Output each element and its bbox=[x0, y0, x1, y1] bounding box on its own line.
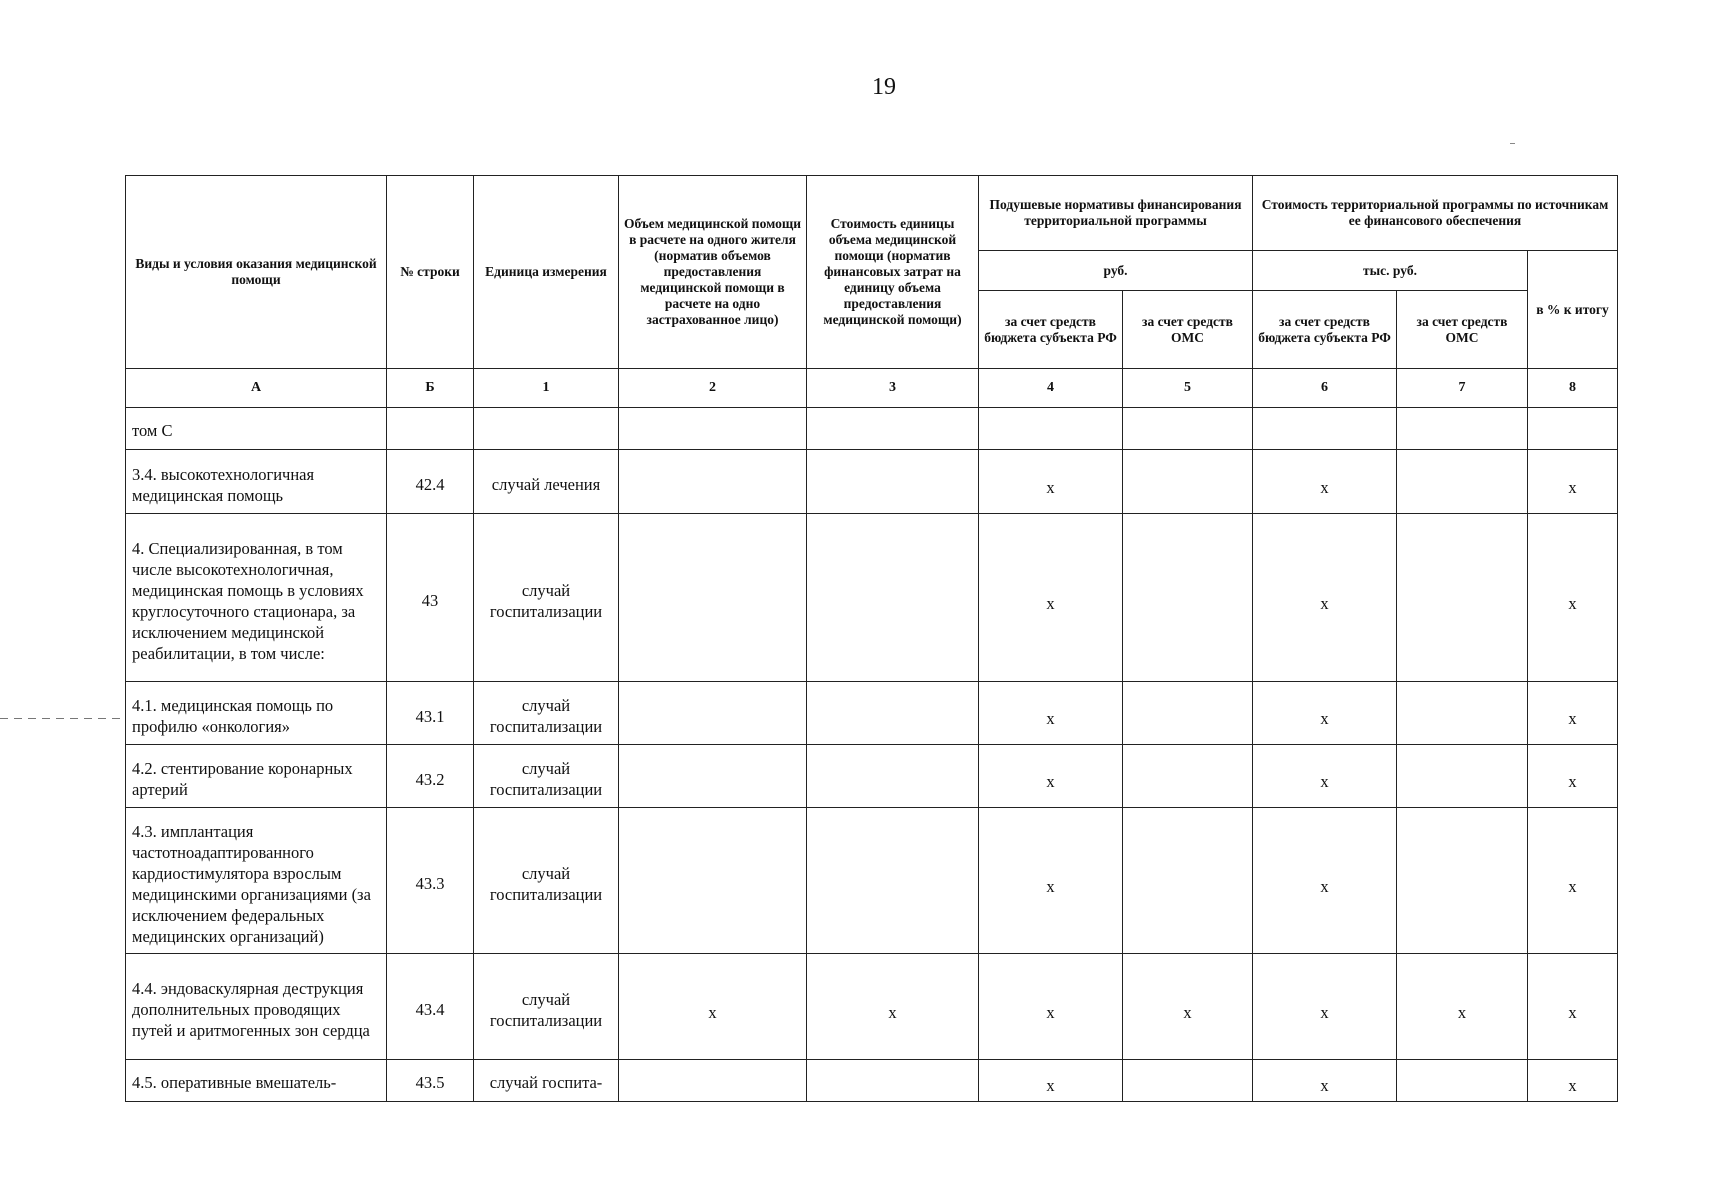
cell-volume bbox=[619, 682, 807, 745]
row-number: 43.4 bbox=[387, 954, 474, 1060]
cell-unit-cost bbox=[807, 450, 979, 514]
table-row bbox=[126, 408, 1618, 450]
cell-volume bbox=[619, 408, 807, 450]
cell-budget-per-capita: x bbox=[979, 450, 1123, 514]
cell-oms-per-capita bbox=[1123, 682, 1253, 745]
cell-budget-cost: x bbox=[1253, 1060, 1397, 1102]
cell-volume bbox=[619, 514, 807, 682]
row-number: 43.1 bbox=[387, 682, 474, 745]
cell-oms-cost: x bbox=[1397, 954, 1528, 1060]
cell-unit-cost bbox=[807, 808, 979, 954]
row-unit: случай госпитализации bbox=[474, 682, 619, 745]
row-name: том С bbox=[126, 408, 387, 450]
column-number: 7 bbox=[1397, 369, 1528, 408]
cell-budget-cost: x bbox=[1253, 808, 1397, 954]
header-unit-rub: руб. bbox=[979, 251, 1253, 291]
row-number: 43 bbox=[387, 514, 474, 682]
header-percent-of-total: в % к итогу bbox=[1528, 251, 1618, 369]
column-number: 3 bbox=[807, 369, 979, 408]
header-budget-per-capita: за счет средств бюджета субъекта РФ bbox=[979, 291, 1123, 369]
cell-oms-per-capita bbox=[1123, 745, 1253, 808]
cell-oms-per-capita bbox=[1123, 408, 1253, 450]
cell-oms-per-capita: x bbox=[1123, 954, 1253, 1060]
row-name: 4.5. оперативные вмешатель- bbox=[126, 1060, 387, 1102]
header-col-b: № строки bbox=[387, 176, 474, 369]
row-name: 4.2. стентирование коронарных артерий bbox=[126, 745, 387, 808]
row-unit: случай госпитализации bbox=[474, 954, 619, 1060]
cell-budget-per-capita: x bbox=[979, 745, 1123, 808]
cell-oms-per-capita bbox=[1123, 450, 1253, 514]
cell-budget-per-capita: x bbox=[979, 1060, 1123, 1102]
row-unit: случай госпита- bbox=[474, 1060, 619, 1102]
table-row bbox=[126, 514, 1618, 682]
cell-unit-cost bbox=[807, 408, 979, 450]
cell-unit-cost bbox=[807, 1060, 979, 1102]
cell-percent: x bbox=[1528, 1060, 1618, 1102]
cell-oms-cost bbox=[1397, 514, 1528, 682]
page-number: 19 bbox=[872, 74, 896, 100]
cell-oms-per-capita bbox=[1123, 514, 1253, 682]
cell-oms-per-capita bbox=[1123, 808, 1253, 954]
column-number-row bbox=[126, 369, 1618, 408]
cell-percent: x bbox=[1528, 682, 1618, 745]
header-col-3: Стоимость единицы объема медицинской помощи (норматив финансовых затрат на единицу объема предоставления медицинской помощи) bbox=[807, 176, 979, 369]
cell-percent: x bbox=[1528, 954, 1618, 1060]
cell-volume bbox=[619, 450, 807, 514]
cell-budget-per-capita: x bbox=[979, 514, 1123, 682]
cell-budget-cost: x bbox=[1253, 745, 1397, 808]
cell-budget-cost: x bbox=[1253, 514, 1397, 682]
row-unit: случай лечения bbox=[474, 450, 619, 514]
column-number: 8 bbox=[1528, 369, 1618, 408]
cell-budget-cost bbox=[1253, 408, 1397, 450]
cell-oms-cost bbox=[1397, 1060, 1528, 1102]
row-unit: случай госпитализации bbox=[474, 514, 619, 682]
cell-budget-cost: x bbox=[1253, 954, 1397, 1060]
row-number: 43.3 bbox=[387, 808, 474, 954]
cell-unit-cost bbox=[807, 745, 979, 808]
column-number: 1 bbox=[474, 369, 619, 408]
header-col-a: Виды и условия оказания медицинской помощи bbox=[126, 176, 387, 369]
table-row bbox=[126, 745, 1618, 808]
row-name: 4.3. имплантация частотноадаптированного кардиостимулятора взрослым медицинскими организациями (за исключением федеральных медицинских организаций) bbox=[126, 808, 387, 954]
row-name: 4. Специализированная, в том числе высокотехнологичная, медицинская помощь в условиях круглосуточного стационара, за исключением медицинской реабилитации, в том числе: bbox=[126, 514, 387, 682]
scan-artifact bbox=[0, 718, 125, 719]
cell-oms-cost bbox=[1397, 450, 1528, 514]
row-name: 3.4. высокотехнологичная медицинская помощь bbox=[126, 450, 387, 514]
row-unit bbox=[474, 408, 619, 450]
row-number: 43.5 bbox=[387, 1060, 474, 1102]
cell-percent: x bbox=[1528, 808, 1618, 954]
cell-budget-per-capita: x bbox=[979, 682, 1123, 745]
cell-budget-cost: x bbox=[1253, 450, 1397, 514]
cell-oms-cost bbox=[1397, 408, 1528, 450]
header-col-1: Единица измерения bbox=[474, 176, 619, 369]
header-unit-thousand-rub: тыс. руб. bbox=[1253, 251, 1528, 291]
cell-budget-per-capita: x bbox=[979, 808, 1123, 954]
financing-table bbox=[125, 175, 1618, 1102]
column-number: Б bbox=[387, 369, 474, 408]
row-number: 43.2 bbox=[387, 745, 474, 808]
cell-budget-per-capita: x bbox=[979, 954, 1123, 1060]
row-name: 4.4. эндоваскулярная деструкция дополнительных проводящих путей и аритмогенных зон сердца bbox=[126, 954, 387, 1060]
cell-percent: x bbox=[1528, 745, 1618, 808]
row-number: 42.4 bbox=[387, 450, 474, 514]
header-budget-cost: за счет средств бюджета субъекта РФ bbox=[1253, 291, 1397, 369]
row-name: 4.1. медицинская помощь по профилю «онкология» bbox=[126, 682, 387, 745]
column-number: 6 bbox=[1253, 369, 1397, 408]
cell-percent bbox=[1528, 408, 1618, 450]
header-group-per-capita: Подушевые нормативы финансирования территориальной программы bbox=[979, 176, 1253, 251]
cell-oms-cost bbox=[1397, 745, 1528, 808]
cell-unit-cost: x bbox=[807, 954, 979, 1060]
column-number: 4 bbox=[979, 369, 1123, 408]
header-col-2: Объем медицинской помощи в расчете на одного жителя (норматив объемов предоставления медицинской помощи в расчете на одно застрахованное лицо) bbox=[619, 176, 807, 369]
header-oms-per-capita: за счет средств ОМС bbox=[1123, 291, 1253, 369]
cell-budget-cost: x bbox=[1253, 682, 1397, 745]
row-unit: случай госпитализации bbox=[474, 745, 619, 808]
cell-unit-cost bbox=[807, 514, 979, 682]
table-row bbox=[126, 808, 1618, 954]
cell-oms-per-capita bbox=[1123, 1060, 1253, 1102]
table-row bbox=[126, 954, 1618, 1060]
cell-oms-cost bbox=[1397, 682, 1528, 745]
cell-percent: x bbox=[1528, 514, 1618, 682]
column-number: А bbox=[126, 369, 387, 408]
row-unit: случай госпитализации bbox=[474, 808, 619, 954]
header-group-cost: Стоимость территориальной программы по источникам ее финансового обеспечения bbox=[1253, 176, 1618, 251]
cell-volume bbox=[619, 808, 807, 954]
column-number: 5 bbox=[1123, 369, 1253, 408]
cell-unit-cost bbox=[807, 682, 979, 745]
row-number bbox=[387, 408, 474, 450]
cell-volume: x bbox=[619, 954, 807, 1060]
cell-percent: x bbox=[1528, 450, 1618, 514]
column-number: 2 bbox=[619, 369, 807, 408]
scan-artifact bbox=[1510, 143, 1515, 144]
table-row bbox=[126, 1060, 1618, 1102]
cell-budget-per-capita bbox=[979, 408, 1123, 450]
table-row bbox=[126, 682, 1618, 745]
header-oms-cost: за счет средств ОМС bbox=[1397, 291, 1528, 369]
cell-volume bbox=[619, 745, 807, 808]
table-row bbox=[126, 450, 1618, 514]
cell-volume bbox=[619, 1060, 807, 1102]
cell-oms-cost bbox=[1397, 808, 1528, 954]
